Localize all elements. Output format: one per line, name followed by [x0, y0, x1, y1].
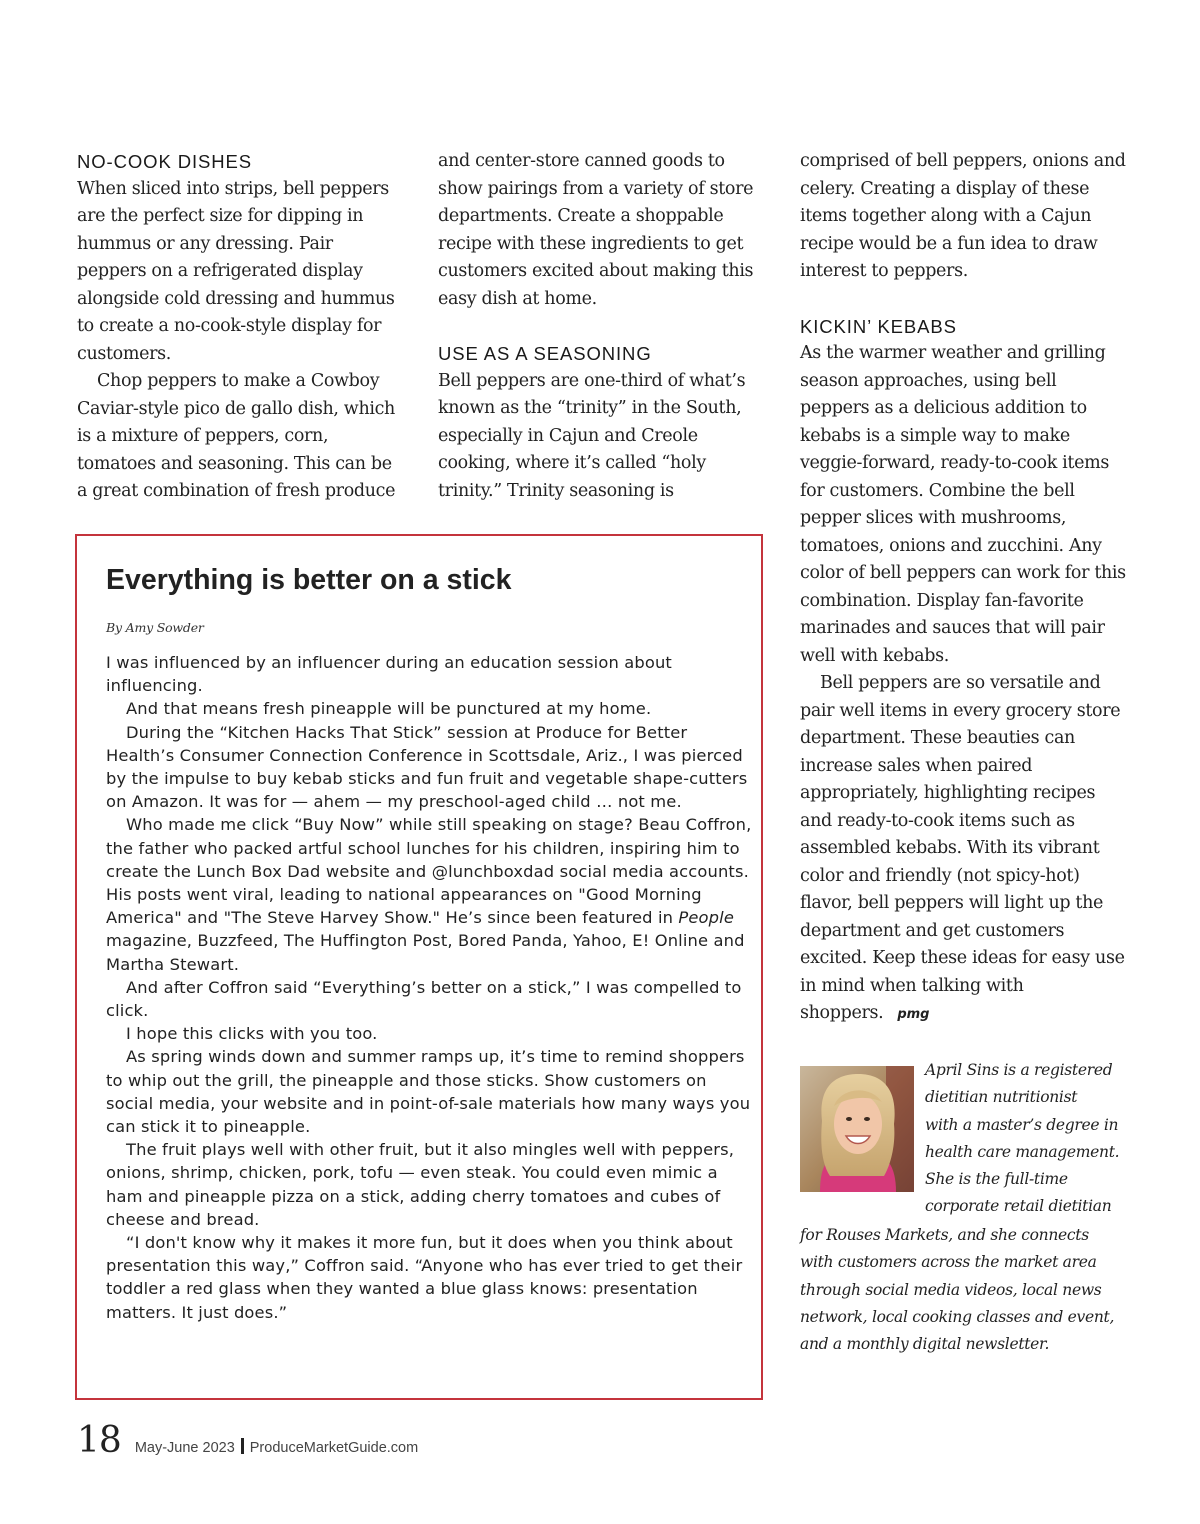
bio-line: April Sins is a registered	[925, 1061, 1113, 1079]
heading-kickin-kebabs: KICKIN’ KEBABS	[800, 315, 957, 337]
sidebar-paragraph: The fruit plays well with other fruit, but it also mingles well with peppers, onions, shrimp, chicken, pork, tofu — even steak. You could even mimic a ham and pineapple pizza on a stick, adding cherry tomatoes and cubes of cheese and bread.	[106, 1140, 735, 1229]
col1-paragraph-2: Chop peppers to make a Cowboy Caviar-style pico de gallo dish, which is a mixture of peppers, corn, tomatoes and seasoning. This can be a great combination of fresh produce	[77, 371, 396, 501]
pmg-end-mark: pmg	[897, 1007, 930, 1022]
page-footer	[77, 1420, 418, 1461]
heading-use-as-seasoning: USE AS A SEASONING	[438, 343, 652, 364]
bio-line: and a monthly digital newsletter.	[800, 1335, 1050, 1354]
sidebar-title: Everything is better on a stick	[106, 564, 512, 596]
sidebar-paragraph: “I don't know why it makes it more fun, but it does when you think about presentation this way,” Coffron said. “Anyone who has ever tried to get their toddler a red glass when they wanted a blue glass knows: presentation matters. It just does.”	[106, 1233, 743, 1322]
sidebar-body	[106, 651, 754, 1324]
author-bio-top	[925, 1057, 1155, 1221]
col2-paragraph-2: Bell peppers are one-third of what’s known as the “trinity” in the South, especially in Cajun and Creole cooking, where it’s called “holy trinity.” Trinity seasoning is	[438, 370, 746, 501]
bio-line: through social media videos, local news	[800, 1280, 1102, 1299]
sidebar-paragraph-part: Who made me click “Buy Now” while still speaking on stage? Beau Coffron, the father who packed artful school lunches for his children, inspiring him to create the Lunch Box Dad website and @lunchboxdad social media accounts. His posts went viral, leading to national appearances on "Good Morning America" and "The Steve Harvey Show." He’s since been featured in	[106, 815, 752, 928]
sidebar-paragraph-part: magazine, Buzzfeed, The Huffington Post, Bored Panda, Yahoo, E! Online and Martha Stewart.	[106, 931, 745, 974]
author-bio-bottom	[800, 1222, 1170, 1358]
bio-line: health care management.	[925, 1142, 1120, 1161]
bio-line: with a master’s degree in	[925, 1115, 1119, 1134]
bio-line: with customers across the market area	[800, 1253, 1097, 1272]
col1-paragraph-1: When sliced into strips, bell peppers are the perfect size for dipping in hummus or any dressing. Pair peppers on a refrigerated display alongside cold dressing and hummus to create a no-cook-style display for customers.	[77, 178, 395, 364]
bio-line: dietitian nutritionist	[925, 1088, 1078, 1107]
sidebar-paragraph: During the “Kitchen Hacks That Stick” session at Produce for Better Health’s Consumer Connection Conference in Scottsdale, Ariz., I was pierced by the impulse to buy kebab sticks and fun fruit and vegetable shape-cutters on Amazon. It was for — ahem — my preschool-aged child … not me.	[106, 722, 748, 812]
sidebar-paragraph: I was influenced by an influencer during an education session about influencing.	[106, 653, 672, 696]
footer-separator	[241, 1438, 244, 1454]
bio-line: She is the full-time	[925, 1170, 1068, 1189]
col3-paragraph-1: comprised of bell peppers, onions and celery. Creating a display of these items together along with a Cajun recipe would be a fun idea to draw interest to peppers.	[800, 151, 1126, 281]
sidebar-byline: By Amy Sowder	[106, 620, 204, 635]
column-1	[77, 148, 407, 506]
column-3	[800, 148, 1130, 1029]
sidebar-box	[75, 534, 763, 1400]
col3-paragraph-2: As the warmer weather and grilling season approaches, using bell peppers as a delicious addition to kebabs is a simple way to make veggie-forward, ready-to-cook items for customers. Combine the bell pepper slices with mushrooms, tomatoes, onions and zucchini. Any color of bell peppers can work for this combination. Display fan-favorite marinades and sauces that will pair well with kebabs.	[800, 343, 1126, 666]
bio-line: corporate retail dietitian	[925, 1197, 1112, 1216]
author-photo	[800, 1066, 914, 1192]
issue-date: May-June 2023	[134, 1440, 235, 1456]
site-url: ProduceMarketGuide.com	[249, 1440, 419, 1456]
sidebar-paragraph: I hope this clicks with you too.	[126, 1024, 378, 1044]
sidebar-paragraph: And that means fresh pineapple will be punctured at my home.	[126, 699, 652, 719]
people-magazine-title: People	[678, 908, 734, 928]
bio-line: for Rouses Markets, and she connects	[800, 1226, 1089, 1244]
column-2	[438, 148, 768, 505]
page-number: 18	[77, 1420, 121, 1461]
col3-paragraph-3-text: Bell peppers are so versatile and pair well items in every grocery store department. These beauties can increase sales when paired appropriately, highlighting recipes and ready-to-cook items such as assembled kebabs. With its vibrant color and friendly (not spicy-hot) flavor, bell peppers will light up the department and get customers excited. Keep these ideas for easy use in mind when talking with shoppers.	[800, 673, 1125, 1023]
col2-paragraph-1: and center-store canned goods to show pairings from a variety of store departments. Create a shoppable recipe with these ingredients to get customers excited about making this easy dish at home.	[438, 151, 754, 309]
bio-line: network, local cooking classes and event,	[800, 1307, 1115, 1326]
sidebar-paragraph: As spring winds down and summer ramps up, it’s time to remind shoppers to whip out the grill, the pineapple and those sticks. Show customers on social media, your website and in point-of-sale materials how many ways you can stick it to pineapple.	[106, 1047, 751, 1137]
heading-no-cook-dishes: NO-COOK DISHES	[77, 151, 253, 172]
col3-paragraph-3	[800, 670, 1130, 1029]
sidebar-paragraph: And after Coffron said “Everything’s better on a stick,” I was compelled to click.	[106, 977, 742, 1021]
sidebar-paragraph	[106, 813, 754, 975]
